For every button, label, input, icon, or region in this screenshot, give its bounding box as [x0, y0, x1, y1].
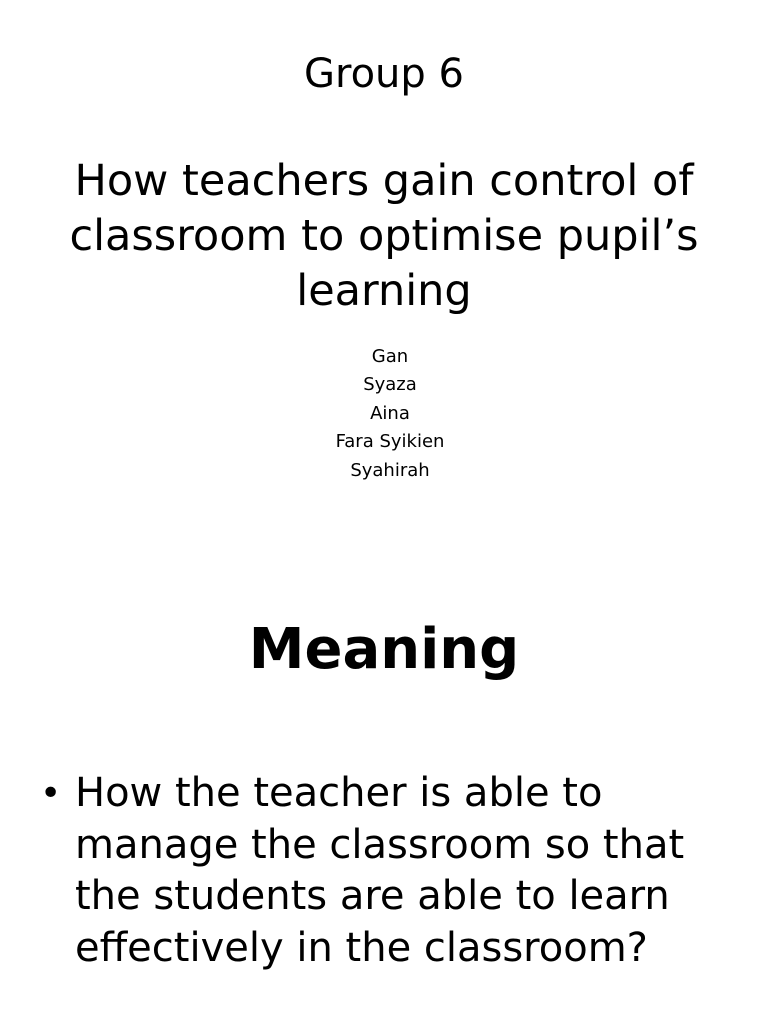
- presentation-title: How teachers gain control of classroom to optimise pupil’s learning: [69, 156, 699, 316]
- author-name: Aina: [370, 402, 410, 424]
- bullet-list: [40, 768, 730, 974]
- author-name: Syahirah: [350, 459, 430, 481]
- author-name: Fara Syikien: [335, 431, 445, 453]
- author-name: Gan: [371, 346, 409, 367]
- author-name: Syaza: [363, 374, 417, 396]
- bullet-icon: •: [40, 773, 62, 814]
- author-list: [0, 343, 768, 485]
- meaning-slide: [0, 560, 768, 1024]
- bullet-text: How the teacher is able to manage the classroom so that the students are able to learn effectively in the classroom?: [75, 770, 685, 971]
- group-title: Group 6: [304, 51, 464, 97]
- slide-heading: Meaning: [248, 617, 520, 682]
- bullet-item: [40, 768, 730, 974]
